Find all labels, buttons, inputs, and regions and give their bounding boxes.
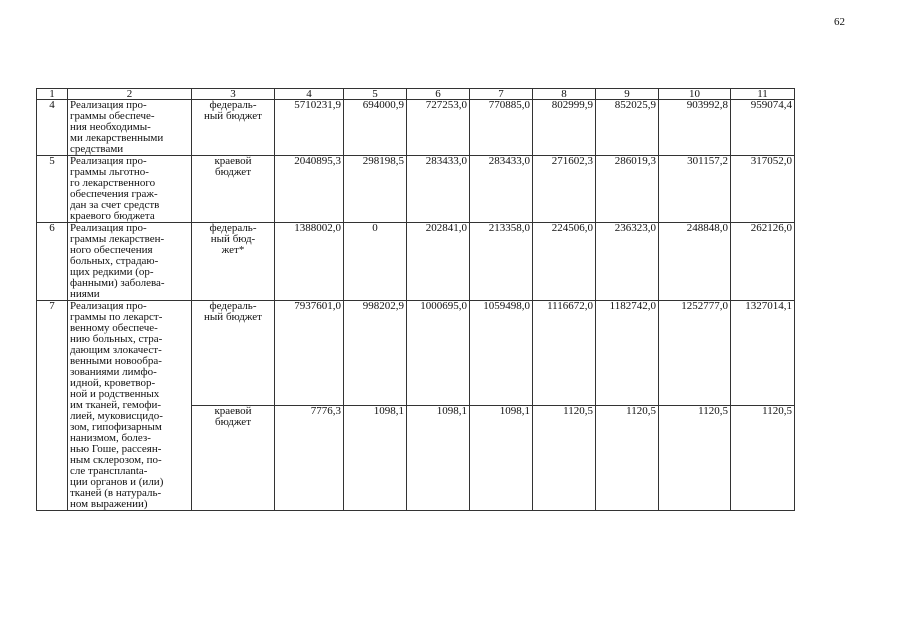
column-header: 7 bbox=[470, 89, 533, 100]
column-header: 1 bbox=[37, 89, 68, 100]
program-name-line: больных, страдаю- bbox=[70, 255, 159, 267]
program-name-line: средствами bbox=[70, 143, 124, 155]
funding-source-line: федераль- bbox=[209, 99, 257, 111]
program-name bbox=[68, 100, 192, 156]
amount-cell: 202841,0 bbox=[407, 223, 470, 301]
funding-source bbox=[192, 223, 275, 301]
amount-cell: 283433,0 bbox=[470, 156, 533, 223]
amount-cell: 7776,3 bbox=[275, 406, 344, 511]
amount-cell: 903992,8 bbox=[659, 100, 731, 156]
program-name-line: им тканей, гемофи- bbox=[70, 399, 162, 411]
amount-cell: 852025,9 bbox=[596, 100, 659, 156]
program-name-line: ного обеспечения bbox=[70, 244, 153, 256]
column-header: 8 bbox=[533, 89, 596, 100]
amount-cell: 236323,0 bbox=[596, 223, 659, 301]
funding-source bbox=[192, 406, 275, 511]
column-header: 4 bbox=[275, 89, 344, 100]
amount-cell: 1059498,0 bbox=[470, 301, 533, 406]
row-number: 4 bbox=[37, 100, 68, 156]
table-row bbox=[37, 301, 795, 406]
amount-cell: 959074,4 bbox=[731, 100, 795, 156]
program-name-line: ниями bbox=[70, 288, 100, 300]
program-name bbox=[68, 156, 192, 223]
program-name-line: ной и родственных bbox=[70, 388, 160, 400]
header-row bbox=[37, 89, 795, 100]
amount-cell: 1120,5 bbox=[731, 406, 795, 511]
program-name-line: Реализация про- bbox=[70, 99, 147, 111]
funding-source-line: федераль- bbox=[209, 222, 257, 234]
funding-source-line: жет* bbox=[221, 244, 245, 256]
program-name-line: Реализация про- bbox=[70, 222, 147, 234]
amount-cell: 262126,0 bbox=[731, 223, 795, 301]
column-header: 9 bbox=[596, 89, 659, 100]
amount-cell: 301157,2 bbox=[659, 156, 731, 223]
amount-cell: 998202,9 bbox=[344, 301, 407, 406]
column-header: 6 bbox=[407, 89, 470, 100]
program-name-line: дан за счет средств bbox=[70, 199, 160, 211]
amount-cell: 1182742,0 bbox=[596, 301, 659, 406]
amount-cell: 271602,3 bbox=[533, 156, 596, 223]
program-name-line: ции органов и (или) bbox=[70, 476, 164, 488]
program-name-line: го лекарственного bbox=[70, 177, 156, 189]
funding-source-line: ный бюд- bbox=[210, 233, 256, 245]
program-name-line: граммы обеспече- bbox=[70, 110, 155, 122]
program-name-line: венными новообра- bbox=[70, 355, 162, 367]
page-number: 62 bbox=[834, 16, 845, 28]
program-name-line: ном выражении) bbox=[70, 498, 148, 510]
funding-source-line: ный бюджет bbox=[204, 110, 262, 122]
amount-cell: 0 bbox=[344, 223, 407, 301]
program-name-line: Реализация про- bbox=[70, 155, 147, 167]
funding-source-line: ный бюджет bbox=[204, 311, 262, 323]
funding-source-line: краевой bbox=[214, 405, 252, 417]
amount-cell: 213358,0 bbox=[470, 223, 533, 301]
program-name-line: венному обеспече- bbox=[70, 322, 158, 334]
program-name-line: Реализация про- bbox=[70, 300, 147, 312]
program-name-line: краевого бюджета bbox=[70, 210, 155, 222]
program-name-line: граммы льготно- bbox=[70, 166, 149, 178]
funding-source-line: федераль- bbox=[209, 300, 257, 312]
amount-cell: 2040895,3 bbox=[275, 156, 344, 223]
funding-source bbox=[192, 156, 275, 223]
amount-cell: 1098,1 bbox=[344, 406, 407, 511]
funding-source-line: краевой bbox=[214, 155, 252, 167]
program-name-line: граммы лекарствен- bbox=[70, 233, 165, 245]
row-number: 6 bbox=[37, 223, 68, 301]
amount-cell: 727253,0 bbox=[407, 100, 470, 156]
program-name bbox=[68, 223, 192, 301]
column-header: 3 bbox=[192, 89, 275, 100]
program-name-line: ния необходимы- bbox=[70, 121, 151, 133]
program-name-line: зом, гипофизарным bbox=[70, 421, 162, 433]
amount-cell: 1116672,0 bbox=[533, 301, 596, 406]
program-name bbox=[68, 301, 192, 511]
column-header: 5 bbox=[344, 89, 407, 100]
program-name-line: дающим злокачест- bbox=[70, 344, 162, 356]
column-header: 2 bbox=[68, 89, 192, 100]
amount-cell: 7937601,0 bbox=[275, 301, 344, 406]
funding-source bbox=[192, 100, 275, 156]
table-row bbox=[37, 223, 795, 301]
amount-cell: 1000695,0 bbox=[407, 301, 470, 406]
program-name-line: обеспечения граж- bbox=[70, 188, 158, 200]
table-body bbox=[37, 100, 795, 511]
amount-cell: 802999,9 bbox=[533, 100, 596, 156]
program-name-line: фанными) заболева- bbox=[70, 277, 165, 289]
amount-cell: 770885,0 bbox=[470, 100, 533, 156]
amount-cell: 1388002,0 bbox=[275, 223, 344, 301]
program-name-line: сле трансплanta- bbox=[70, 465, 148, 477]
row-number: 5 bbox=[37, 156, 68, 223]
amount-cell: 1252777,0 bbox=[659, 301, 731, 406]
amount-cell: 694000,9 bbox=[344, 100, 407, 156]
program-name-line: зованиями лимфо- bbox=[70, 366, 157, 378]
amount-cell: 1120,5 bbox=[659, 406, 731, 511]
table-row bbox=[37, 100, 795, 156]
funding-source-line: бюджет bbox=[215, 416, 251, 428]
amount-cell: 317052,0 bbox=[731, 156, 795, 223]
program-name-line: ми лекарственными bbox=[70, 132, 164, 144]
row-number: 7 bbox=[37, 301, 68, 511]
funding-source-line: бюджет bbox=[215, 166, 251, 178]
program-name-line: нию больных, стра- bbox=[70, 333, 163, 345]
amount-cell: 283433,0 bbox=[407, 156, 470, 223]
program-name-line: нью Гоше, рассеян- bbox=[70, 443, 162, 455]
funding-source bbox=[192, 301, 275, 406]
table-row bbox=[37, 156, 795, 223]
program-name-line: тканей (в натураль- bbox=[70, 487, 162, 499]
amount-cell: 298198,5 bbox=[344, 156, 407, 223]
program-name-line: лией, муковисцидо- bbox=[70, 410, 163, 422]
budget-table bbox=[36, 88, 795, 511]
amount-cell: 1098,1 bbox=[470, 406, 533, 511]
amount-cell: 1098,1 bbox=[407, 406, 470, 511]
column-header: 11 bbox=[731, 89, 795, 100]
amount-cell: 286019,3 bbox=[596, 156, 659, 223]
amount-cell: 1120,5 bbox=[533, 406, 596, 511]
program-name-line: ным склерозом, по- bbox=[70, 454, 162, 466]
column-header: 10 bbox=[659, 89, 731, 100]
program-name-line: граммы по лекарст- bbox=[70, 311, 163, 323]
program-name-line: идной, кроветвор- bbox=[70, 377, 156, 389]
amount-cell: 5710231,9 bbox=[275, 100, 344, 156]
amount-cell: 1120,5 bbox=[596, 406, 659, 511]
program-name-line: нанизмом, болез- bbox=[70, 432, 151, 444]
amount-cell: 1327014,1 bbox=[731, 301, 795, 406]
program-name-line: щих редкими (ор- bbox=[70, 266, 154, 278]
amount-cell: 248848,0 bbox=[659, 223, 731, 301]
amount-cell: 224506,0 bbox=[533, 223, 596, 301]
